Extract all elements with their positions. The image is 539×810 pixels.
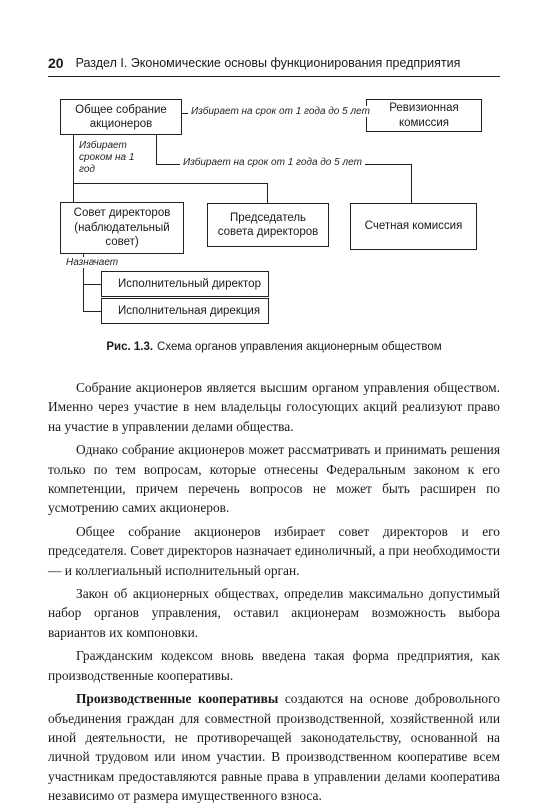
section-title: Раздел I. Экономические основы функционирования предприятия (75, 56, 461, 70)
node-executive-directorate: Исполнительная дирекция (101, 298, 269, 324)
paragraph (48, 689, 500, 805)
edge-meeting-counting-v2 (411, 164, 412, 203)
running-header (48, 52, 498, 74)
term-production-cooperatives: Производственные кооперативы (76, 691, 279, 707)
edge-meeting-chairman-v (267, 183, 268, 203)
label-elects-audit: Избирает на срок от 1 года до 5 лет (188, 106, 373, 117)
body-text (48, 378, 500, 810)
figure-label: Рис. 1.3. (106, 341, 154, 353)
node-audit-commission: Ревизионная комиссия (366, 99, 482, 132)
header-rule (48, 76, 500, 77)
node-counting-commission: Счетная комиссия (350, 203, 477, 250)
paragraph: Однако собрание акционеров может рассматривать и принимать решения только по тем вопросам, которые отнесены Федеральным законом к его компетенции, причем перечень вопросов не может быть расширен по усмотрению самих акционеров. (48, 442, 500, 516)
node-board-chairman: Председатель совета директоров (207, 203, 329, 247)
edge-board-director-h (83, 284, 101, 285)
edge-meeting-board-v (73, 134, 74, 202)
paragraph: Гражданским кодексом вновь введена такая форма предприятия, как производственные кооперативы. (48, 648, 500, 683)
node-general-meeting: Общее собрание акционеров (60, 99, 182, 135)
label-elects-board: Избирает сроком на 1 год (79, 140, 135, 175)
figure-caption-text: Схема органов управления акционерным обществом (157, 341, 442, 353)
node-board-of-directors: Совет директоров (наблюдательный совет) (60, 202, 184, 254)
page-number: 20 (48, 55, 64, 71)
node-executive-director: Исполнительный директор (101, 271, 269, 297)
label-elects-counting: Избирает на срок от 1 года до 5 лет (180, 157, 365, 168)
edge-board-directorate-h (83, 311, 101, 312)
label-appoints: Назначает (66, 257, 119, 268)
figure-caption (48, 341, 500, 353)
paragraph: Собрание акционеров является высшим органом управления обществом. Именно через участие в нем владельцы голосующих акций реализуют право на участие в управлении делами общества. (48, 380, 500, 434)
edge-meeting-counting-v1 (156, 134, 157, 164)
paragraph: Закон об акционерных обществах, определив максимально допустимый набор органов управления, оставил акционерам возможность выбора вариантов их компоновки. (48, 586, 500, 640)
paragraph: Общее собрание акционеров избирает совет директоров и его председателя. Совет директоров назначает единоличный, а при необходимости — и коллегиальный исполнительный орган. (48, 523, 500, 578)
edge-meeting-chairman-h (73, 183, 268, 184)
paragraph-rest: создаются на основе добровольного объединения граждан для совместной производственной, хозяйственной или иной деятельности, не противоречащей законодательству, основанной на личной трудовом или ином участии. В производственном кооперативе всем участникам предоставляются равные права в управлении делами кооператива независимо от размера имущественного взноса. (48, 691, 500, 804)
